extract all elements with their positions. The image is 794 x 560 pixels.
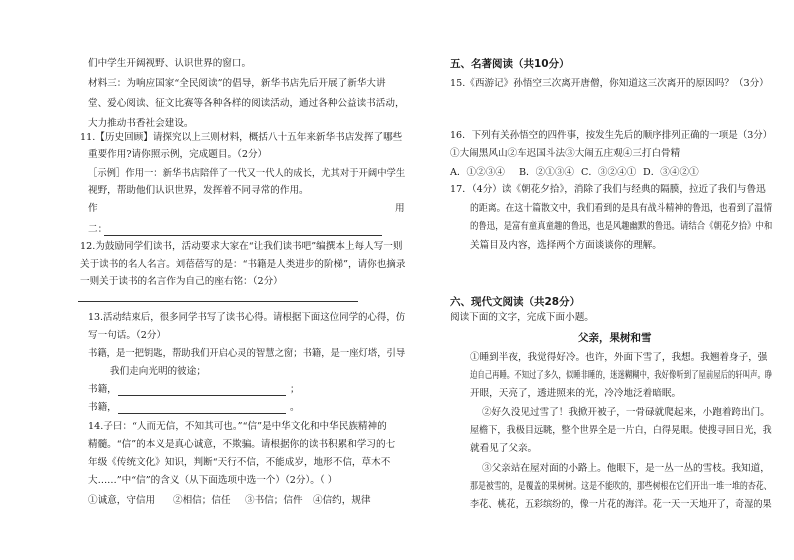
question-12: 12.为鼓励同学们读书，活动要求大家在“让我们读书吧”编撰本上每人写一则 [80, 241, 403, 252]
left-line-16: 书籍，是一把钥匙，帮助我们开启心灵的智慧之窗；书籍，是一座灯塔，引导 [88, 348, 406, 359]
question-16: 16．下列有关孙悟空的四件事，按发生先后的顺序排列正确的一项是（3分） [450, 130, 773, 141]
left-line-06: 重要作用?请你照示例，完成题目。（2分） [88, 149, 268, 160]
question-15: 15.《西游记》孙悟空三次离开唐僧，你知道这三次离开的原因吗？（3分） [450, 78, 769, 89]
left-line-12: 关于读书的名人名言。刘蓓蓓写的是：“书籍是人类进步的阶梯”，请你也摘录 [80, 259, 406, 270]
left-line-21: 精髓。“信”的本义是真心诚意，不欺骗。请根据你的读书积累和学习的七 [88, 439, 396, 450]
option-2[interactable]: ②相信；信任 [173, 495, 231, 506]
right-line-08: 的鲁迅，是富有童真童趣的鲁迅，也是风趣幽默的鲁迅。请结合《朝花夕拾》中和 [470, 221, 773, 232]
right-line-09: 关篇目及内容，选择两个方面谈谈你的理解。 [470, 240, 662, 251]
article-title: 父亲，果树和雪 [578, 332, 652, 344]
left-line-15: 写一句话。（2分） [88, 330, 167, 341]
imitation-2-label: 书籍， [88, 402, 117, 413]
example-text: ［示例］作用一：新华书店陪伴了一代又一代人的成长，尤其对于开阔中学生 [88, 168, 406, 179]
para-3-line-2: 那是被雪的，是覆盖的果树树。这是不能吹的，那些树根在它们开出一堆一堆的杏花、 [470, 481, 772, 492]
answer-label-b: 用 [395, 203, 405, 214]
para-2-line-1: ②好久没见过雪了！我掀开被子，一骨碌就爬起来，小跑着跨出门。 [482, 407, 770, 418]
reading-instruction: 阅读下面的文字，完成下面小题。 [450, 312, 594, 323]
imitation-line-1[interactable] [118, 395, 286, 396]
left-line-08: 视野，帮助他们认识世界，发挥着不同寻常的作用。 [88, 185, 309, 196]
left-line-03: 堂、爱心阅读、征文比赛等各种各样的阅读活动，通过各种公益读书活动， [88, 98, 405, 109]
answer-label-a: 作 [88, 203, 98, 214]
section-6-title: 六、现代文阅读（共28分） [450, 296, 581, 308]
left-line-02: 材料三：为响应国家“全民阅读”的倡导，新华书店先后开展了新华大讲 [88, 78, 386, 89]
option-b[interactable]: B．②①③④ [519, 167, 575, 178]
option-1[interactable]: ①诚意，守信用 [88, 495, 156, 506]
para-2-line-2: 屋檐下，我极目远眺，整个世界全是一片白，白得晃眼。使搜寻回日光，我 [470, 425, 772, 436]
right-line-07: 的距离。在这十篇散文中，我们看到的是具有战斗精神的鲁迅，也看到了温情 [470, 203, 773, 214]
left-line-17: 我们走向光明的彼途； [110, 366, 206, 377]
para-1-line-1: ①睡到半夜，我觉得好冷。也许，外面下雪了，我想。我翘着身子，强 [470, 352, 768, 363]
imitation-1-end: ； [290, 384, 300, 395]
question-14: 14.子曰：“人而无信，不知其可也。”“信”是中华文化和中华民族精神的 [88, 421, 387, 432]
para-3-line-3: 李花、桃花，五彩缤纷的，像一片花的海洋。花一天一天地开了，奇湿的果 [470, 499, 772, 510]
para-1-line-3: 开眼，天亮了，透进照来的光，冷冷地泛着暗眠。 [470, 388, 682, 399]
section-5-title: 五、名著阅读（共10分） [450, 58, 570, 70]
left-line-04: 大力推动书香社会建设。 [88, 118, 194, 129]
para-3-line-1: ③父亲站在屋对面的小路上。他眼下，是一丛一丛的雪枝。我知道， [482, 463, 770, 474]
imitation-1-label: 书籍， [88, 384, 117, 395]
left-line-13: 一则关于读书的名言作为自己的座右铭：（2分） [80, 276, 283, 287]
option-3[interactable]: ③书信；信件 [245, 495, 303, 506]
option-c[interactable]: C．③②④① [581, 167, 637, 178]
answer-line-12[interactable] [78, 301, 358, 302]
imitation-line-2[interactable] [118, 413, 286, 414]
option-a[interactable]: A．①②③④ [450, 167, 505, 178]
events-list: ①大闹黑风山②车迟国斗法③大闹五庄观④三打白骨精 [450, 148, 681, 159]
left-line-22: 年级《传统文化》知识，判断“天行不信，不能成岁，地形不信，草木不 [88, 457, 391, 468]
left-line-23: 大……”中“信”的含义（从下面选项中选一个）（2分）。（ ） [88, 475, 338, 486]
imitation-2-end: 。 [290, 402, 300, 413]
question-13: 13.活动结束后，很多同学书写了读书心得。请根据下面这位同学的心得，仿 [88, 312, 406, 323]
question-17: 17．（4分）读《朝花夕拾》，消除了我们与经典的隔膜，拉近了我们与鲁迅 [450, 184, 766, 195]
answer-label-2: 二： [88, 224, 108, 235]
option-4[interactable]: ④信约，规律 [313, 495, 371, 506]
answer-line-11[interactable] [104, 235, 382, 236]
question-11: 11.【历史回顾】请探究以上三则材料，概括八十五年来新华书店发挥了哪些 [80, 132, 403, 143]
para-1-line-2: 迫自己再睡。不知过了多久，似睡非睡的，迷迷糊糊中，我好像听到了屋前屋后的轩叫声。睁 [470, 370, 773, 381]
para-2-line-3: 就看见了父亲。 [470, 443, 538, 454]
left-line-01: 们中学生开阔视野、认识世界的窗口。 [88, 58, 252, 69]
option-d[interactable]: D．③④②① [643, 167, 699, 178]
